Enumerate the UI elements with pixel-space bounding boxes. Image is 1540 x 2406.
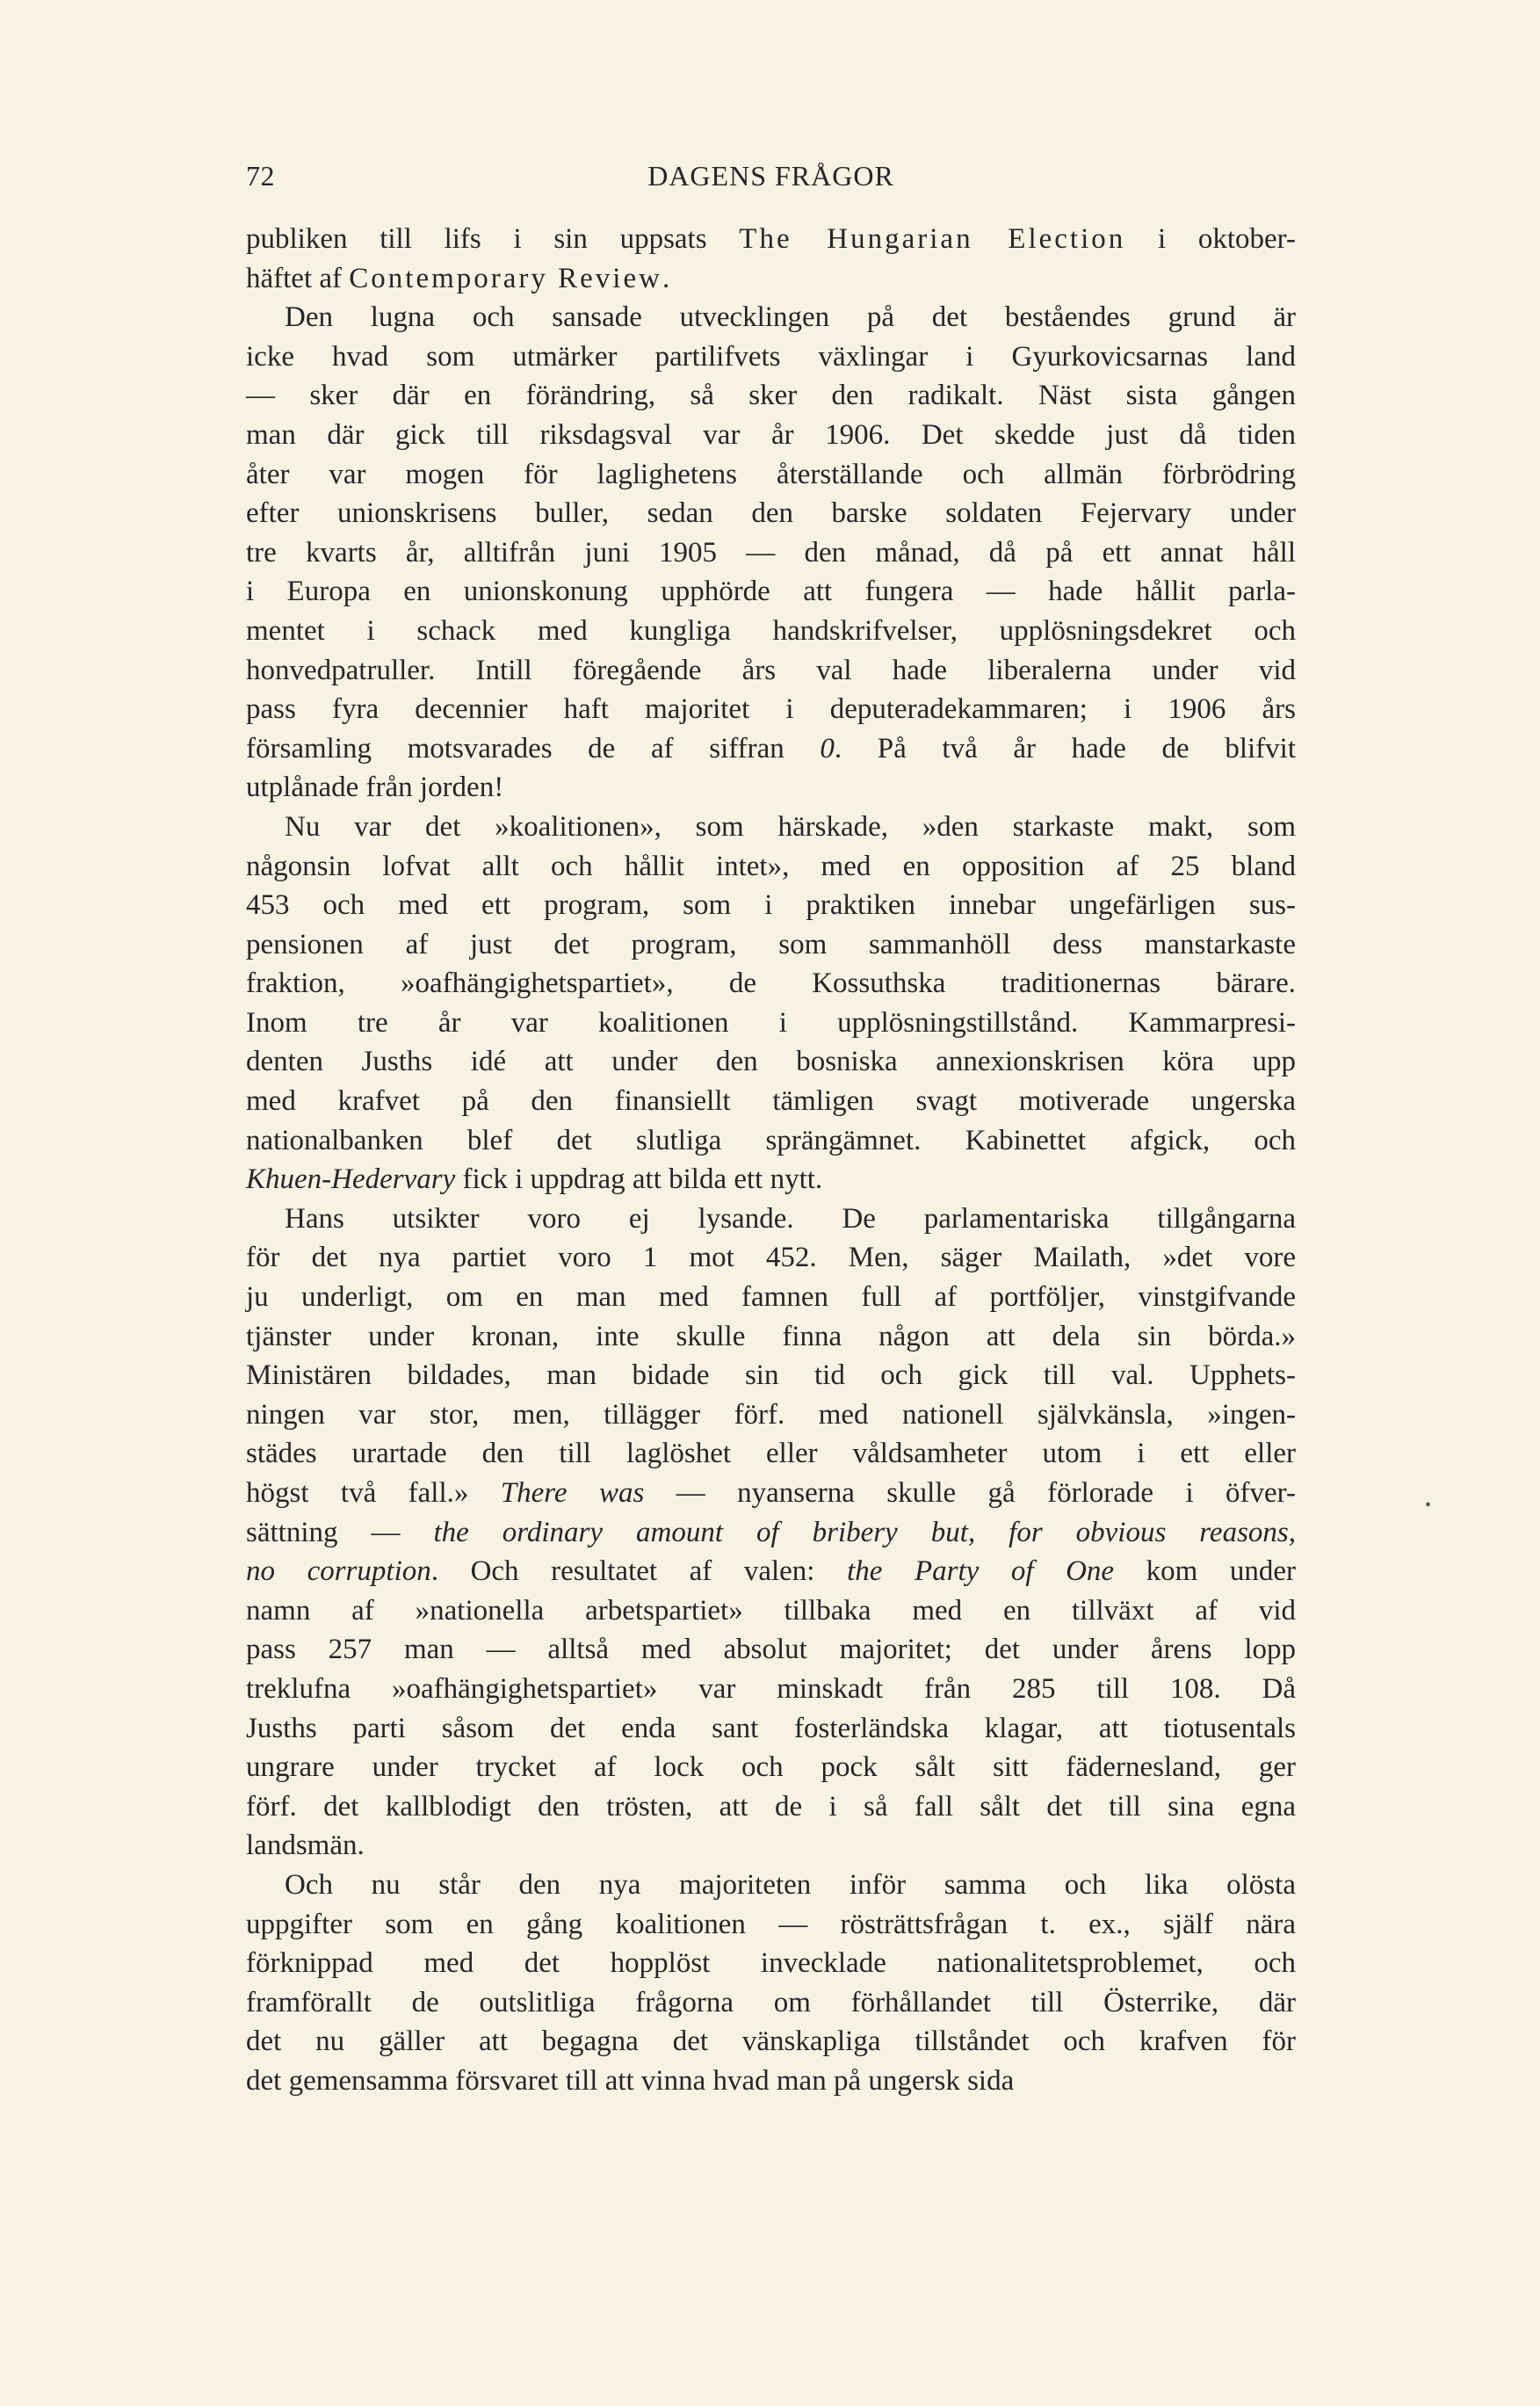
text-line (246, 1826, 1296, 1866)
text-line (246, 729, 1296, 769)
text-run: pass 257 man — alltså med absolut majoritet; det under årens lopp (246, 1634, 1296, 1666)
spaced-run: Contemporary Review (349, 262, 662, 294)
text-run: för det nya partiet voro 1 mot 452. Men, säger Mailath, »det vore (246, 1242, 1296, 1274)
text-line (246, 651, 1296, 691)
text-run: fraktion, »oafhängighetspartiet», de Kossuthska traditionernas bärare. (246, 967, 1296, 1000)
text-line (246, 337, 1296, 377)
text-line (246, 1709, 1296, 1749)
text-run: Hans utsikter voro ej lysande. De parlamentariska tillgångarna (285, 1202, 1296, 1235)
text-line (246, 1748, 1296, 1787)
text-run: icke hvad som utmärker partilifvets växlingar i Gyurkovicsarnas land (246, 340, 1296, 373)
text-run: mentet i schack med kungliga handskrifvelser, upplösningsdekret och (246, 614, 1296, 647)
text-run: . (662, 262, 670, 294)
italic-run: the ordinary amount of bribery but, for obvious reasons, (433, 1516, 1296, 1548)
text-run: församling motsvarades de af siffran (246, 732, 821, 765)
text-line (246, 1866, 1296, 1905)
text-line (246, 298, 1296, 337)
italic-run: Khuen-Hedervary (246, 1163, 456, 1196)
text-run: framförallt de outslitliga frågorna om förhållandet till Österrike, där (246, 1986, 1296, 2018)
text-run: denten Jusths idé att under den bosniska annexionskrisen köra upp (246, 1046, 1296, 1078)
text-run: uppgifter som en gång koalitionen — rösträttsfrågan t. ex., själf nära (246, 1908, 1296, 1940)
text-run: man där gick till riksdagsval var år 1906. Det skedde just då tiden (246, 418, 1296, 451)
text-run: sättning — (246, 1516, 434, 1548)
text-line (246, 1474, 1296, 1513)
text-line (246, 1317, 1296, 1357)
text-line (246, 533, 1296, 573)
text-run: pass fyra decennier haft majoritet i deputeradekammaren; i 1906 års (246, 693, 1296, 726)
text-line (246, 768, 1296, 808)
running-head: DAGENS FRÅGOR (647, 160, 894, 192)
text-run: efter unionskrisens buller, sedan den barske soldaten Fejervary under (246, 497, 1296, 530)
text-line (246, 964, 1296, 1004)
text-line (246, 1238, 1296, 1278)
text-line (246, 455, 1296, 495)
text-run: förknippad med det hopplöst invecklade nationalitetsproblemet, och (246, 1947, 1296, 1980)
text-line (246, 494, 1296, 533)
text-line (246, 220, 1296, 259)
text-line (246, 808, 1296, 847)
italic-run: There was (500, 1477, 645, 1509)
text-line (246, 1395, 1296, 1435)
text-line (246, 2022, 1296, 2062)
text-run: åter var mogen för laglighetens återställande och allmän förbrödring (246, 458, 1296, 490)
text-run: publiken till lifs i sin uppsats (246, 223, 740, 255)
text-line (246, 1160, 1296, 1199)
text-line (246, 376, 1296, 416)
text-run: tjänster under kronan, inte skulle finna någon att dela sin börda.» (246, 1320, 1296, 1352)
text-run: Den lugna och sansade utvecklingen på det beståendes grund är (285, 301, 1296, 334)
spaced-run: The Hungarian Election (739, 223, 1126, 255)
text-run: i oktober- (1125, 223, 1296, 255)
text-line (246, 1552, 1296, 1591)
text-run: Inom tre år var koalitionen i upplösningstillstånd. Kammarpresi- (246, 1006, 1296, 1039)
text-line (246, 886, 1296, 925)
text-line (246, 847, 1296, 887)
text-line (246, 1670, 1296, 1709)
text-line (246, 1356, 1296, 1395)
text-line (246, 612, 1296, 651)
text-line (246, 1983, 1296, 2023)
text-run: städes urartade den till laglöshet eller våldsamheter utom i ett eller (246, 1438, 1296, 1470)
text-line (246, 2062, 1296, 2101)
text-line (246, 259, 1296, 299)
text-run: Jusths parti såsom det enda sant fosterländska klagar, att tiotusentals (246, 1712, 1296, 1744)
text-run: nationalbanken blef det slutliga sprängämnet. Kabinettet afgick, och (246, 1124, 1296, 1156)
text-run: . Och resultatet af valen: (430, 1555, 848, 1588)
text-run: treklufna »oafhängighetspartiet» var minskadt från 285 till 108. Då (246, 1672, 1296, 1705)
text-line (246, 1199, 1296, 1239)
text-line (246, 416, 1296, 455)
text-line (246, 1905, 1296, 1945)
text-line (246, 925, 1296, 965)
text-run: — nyanserna skulle gå förlorade i öfver- (644, 1477, 1296, 1509)
text-run: . På två år hade de blifvit (834, 732, 1296, 765)
text-line (246, 1591, 1296, 1631)
text-line (246, 690, 1296, 729)
text-run: 453 och med ett program, som i praktiken innebar ungefärligen sus- (246, 889, 1296, 922)
text-run: med krafvet på den finansiellt tämligen svagt motiverade ungerska (246, 1085, 1296, 1118)
italic-run: 0 (820, 732, 835, 765)
text-run: ju underligt, om en man med famnen full af portföljer, vinstgifvande (246, 1281, 1296, 1314)
text-line (246, 572, 1296, 612)
text-line (246, 1042, 1296, 1082)
text-run: förf. det kallblodigt den trösten, att de i så fall sålt det till sina egna (246, 1790, 1296, 1823)
body-text (246, 220, 1296, 2101)
text-run: ningen var stor, men, tillägger förf. med nationell självkänsla, »ingen- (246, 1398, 1296, 1431)
text-line (246, 1787, 1296, 1827)
text-run: pensionen af just det program, som sammanhöll dess manstarkaste (246, 928, 1296, 960)
text-line (246, 1630, 1296, 1670)
text-run: ungrare under trycket af lock och pock sålt sitt fädernesland, ger (246, 1751, 1296, 1784)
text-run: det gemensamma försvaret till att vinna hvad man på ungersk sida (246, 2064, 1015, 2097)
italic-run: the Party of One (847, 1555, 1115, 1588)
italic-run: no corruption (246, 1555, 431, 1588)
text-run: namn af »nationella arbetspartiet» tillbaka med en tillväxt af vid (246, 1594, 1296, 1627)
text-line (246, 1944, 1296, 1983)
text-run: högst två fall.» (246, 1477, 501, 1509)
text-run: kom under (1114, 1555, 1297, 1588)
text-run: Och nu står den nya majoriteten inför samma och lika olösta (285, 1868, 1296, 1901)
text-run: Ministären bildades, man bidade sin tid och gick till val. Upphets- (246, 1359, 1296, 1392)
text-run: honvedpatruller. Intill föregående års val hade liberalerna under vid (246, 654, 1296, 686)
text-run: landsmän. (246, 1830, 365, 1862)
text-run: fick i uppdrag att bilda ett nytt. (455, 1163, 823, 1196)
text-run: — sker där en förändring, så sker den radikalt. Näst sista gången (246, 380, 1296, 412)
margin-mark: • (1425, 1496, 1432, 1515)
text-run: häftet af (246, 262, 350, 294)
text-line (246, 1082, 1296, 1121)
page-number: 72 (246, 160, 275, 192)
text-line (246, 1278, 1296, 1317)
text-line (246, 1121, 1296, 1161)
text-run: tre kvarts år, alltifrån juni 1905 — den månad, då på ett annat håll (246, 536, 1296, 569)
text-line (246, 1434, 1296, 1474)
text-line (246, 1513, 1296, 1553)
text-run: utplånade från jorden! (246, 772, 504, 804)
text-run: i Europa en unionskonung upphörde att fungera — hade hållit parla- (246, 576, 1296, 608)
text-run: någonsin lofvat allt och hållit intet», med en opposition af 25 bland (246, 850, 1296, 882)
text-run: det nu gäller att begagna det vänskapliga tillståndet och krafven för (246, 2026, 1296, 2058)
text-line (246, 1004, 1296, 1043)
text-run: Nu var det »koalitionen», som härskade, »den starkaste makt, som (285, 810, 1296, 843)
